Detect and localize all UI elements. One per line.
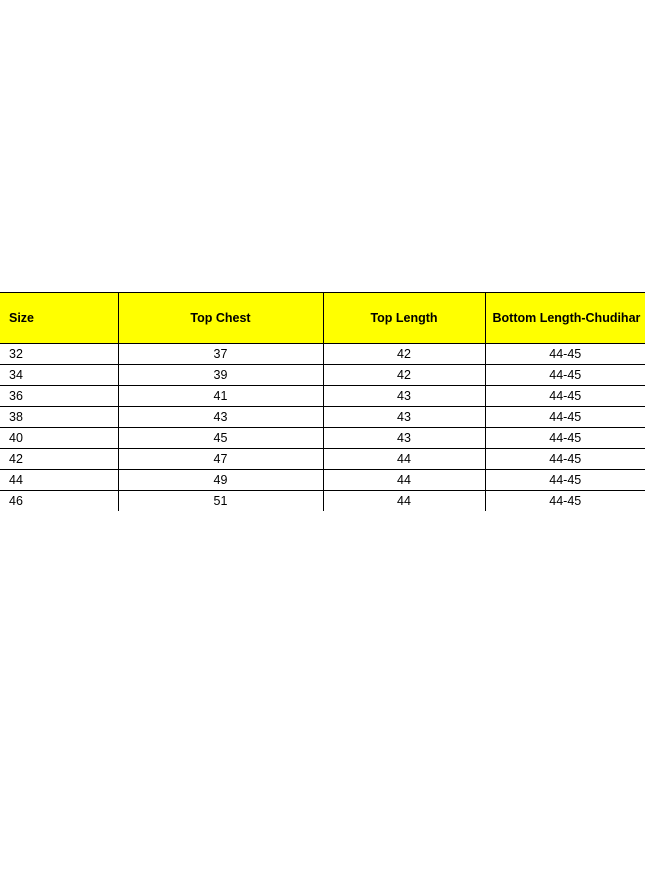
cell-size: 38 <box>0 407 118 428</box>
cell-size: 36 <box>0 386 118 407</box>
column-header-size: Size <box>0 293 118 344</box>
cell-bottom-length: 44-45 <box>485 386 645 407</box>
column-header-bottom-length-chudihar: Bottom Length-Chudihar <box>485 293 645 344</box>
cell-top-chest: 37 <box>118 344 323 365</box>
cell-top-length: 42 <box>323 344 485 365</box>
table-row <box>0 470 645 491</box>
column-header-top-length: Top Length <box>323 293 485 344</box>
cell-bottom-length: 44-45 <box>485 365 645 386</box>
table-row <box>0 386 645 407</box>
cell-size: 46 <box>0 491 118 512</box>
cell-bottom-length: 44-45 <box>485 428 645 449</box>
cell-top-length: 44 <box>323 491 485 512</box>
cell-size: 40 <box>0 428 118 449</box>
cell-top-length: 43 <box>323 386 485 407</box>
table-row <box>0 449 645 470</box>
cell-size: 32 <box>0 344 118 365</box>
table-header <box>0 293 645 344</box>
table-row <box>0 344 645 365</box>
size-chart-container <box>0 292 645 511</box>
table-row <box>0 491 645 512</box>
table-body <box>0 344 645 512</box>
cell-top-length: 43 <box>323 428 485 449</box>
table-row <box>0 428 645 449</box>
cell-top-chest: 43 <box>118 407 323 428</box>
cell-top-chest: 47 <box>118 449 323 470</box>
column-header-top-chest: Top Chest <box>118 293 323 344</box>
table-row <box>0 365 645 386</box>
cell-top-chest: 45 <box>118 428 323 449</box>
cell-bottom-length: 44-45 <box>485 449 645 470</box>
cell-bottom-length: 44-45 <box>485 491 645 512</box>
cell-bottom-length: 44-45 <box>485 344 645 365</box>
cell-top-length: 44 <box>323 470 485 491</box>
cell-size: 34 <box>0 365 118 386</box>
cell-top-chest: 49 <box>118 470 323 491</box>
cell-top-length: 42 <box>323 365 485 386</box>
cell-bottom-length: 44-45 <box>485 407 645 428</box>
cell-top-chest: 41 <box>118 386 323 407</box>
size-chart-table <box>0 292 645 511</box>
cell-top-length: 43 <box>323 407 485 428</box>
cell-top-length: 44 <box>323 449 485 470</box>
cell-top-chest: 39 <box>118 365 323 386</box>
cell-top-chest: 51 <box>118 491 323 512</box>
cell-size: 44 <box>0 470 118 491</box>
cell-size: 42 <box>0 449 118 470</box>
table-row <box>0 407 645 428</box>
cell-bottom-length: 44-45 <box>485 470 645 491</box>
table-header-row <box>0 293 645 344</box>
